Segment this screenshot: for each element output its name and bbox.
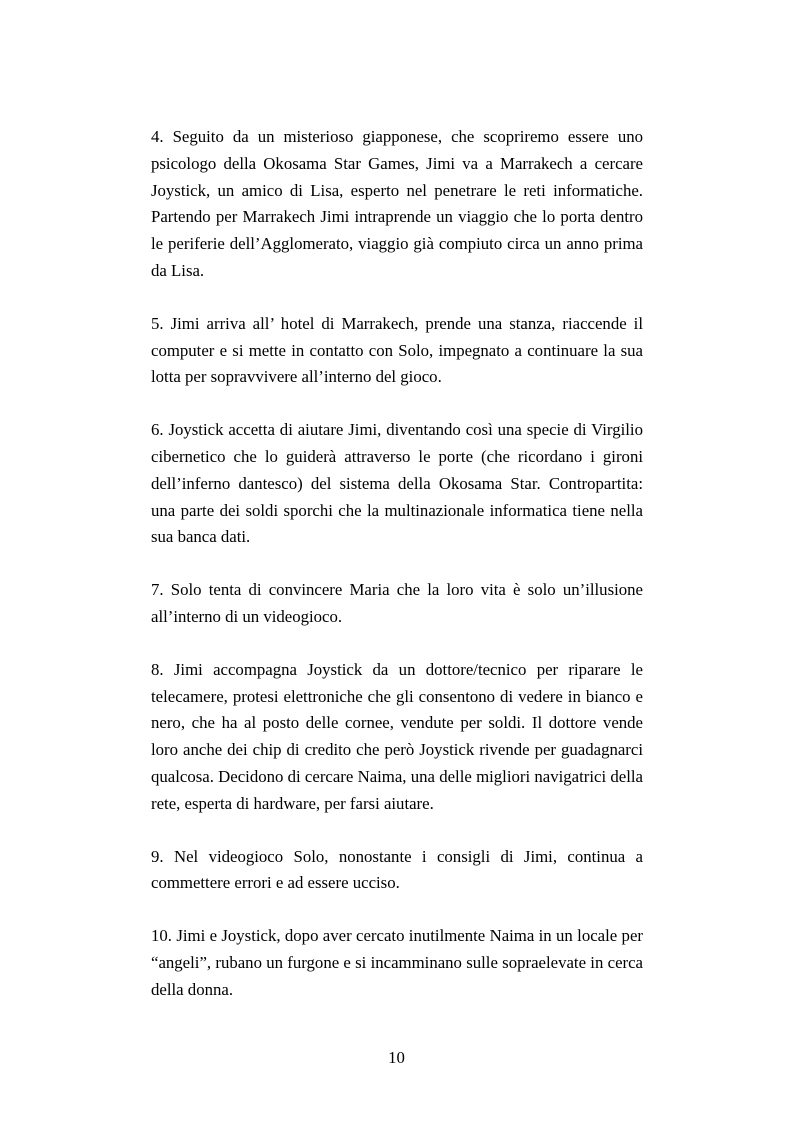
- page-number: 10: [388, 1048, 405, 1067]
- paragraph-10: 10. Jimi e Joystick, dopo aver cercato inutilmente Naima in un locale per “angeli”, rubano un furgone e si incamminano sulle sopraelevate in cerca della donna.: [151, 926, 643, 999]
- paragraph-7: 7. Solo tenta di convincere Maria che la loro vita è solo un’illusione all’interno di un videogioco.: [151, 580, 643, 626]
- paragraph-8: 8. Jimi accompagna Joystick da un dottore/tecnico per riparare le telecamere, protesi elettroniche che gli consentono di vedere in bianco e nero, che ha al posto delle cornee, vendute per soldi. Il dottore vende loro anche dei chip di credito che però Joystick rivende per guadagnarci qualcosa. Decidono di cercare Naima, una delle migliori navigatrici della rete, esperta di hardware, per farsi aiutare.: [151, 659, 643, 813]
- paragraph-5: 5. Jimi arriva all’ hotel di Marrakech, prende una stanza, riaccende il computer e si mette in contatto con Solo, impegnato a continuare la sua lotta per sopravvivere all’interno del gioco.: [151, 313, 643, 387]
- paragraph-6: 6. Joystick accetta di aiutare Jimi, diventando così una specie di Virgilio cibernetico che lo guiderà attraverso le porte (che ricordano i gironi dell’inferno dantesco) del sistema della Okosama Star. Contropartita: una parte dei soldi sporchi che la multinazionale informatica tiene nella sua banca dati.: [151, 420, 643, 547]
- body-text: [151, 124, 643, 1030]
- paragraph-9: 9. Nel videogioco Solo, nonostante i consigli di Jimi, continua a commettere errori e ad essere ucciso.: [151, 846, 643, 893]
- paragraph-4: 4. Seguito da un misterioso giapponese, che scopriremo essere uno psicologo della Okosama Star Games, Jimi va a Marrakech a cercare Joystick, un amico di Lisa, esperto nel penetrare le reti informatiche. Partendo per Marrakech Jimi intraprende un viaggio che lo porta dentro le periferie dell’Agglomerato, viaggio già compiuto circa un anno prima da Lisa.: [151, 127, 643, 280]
